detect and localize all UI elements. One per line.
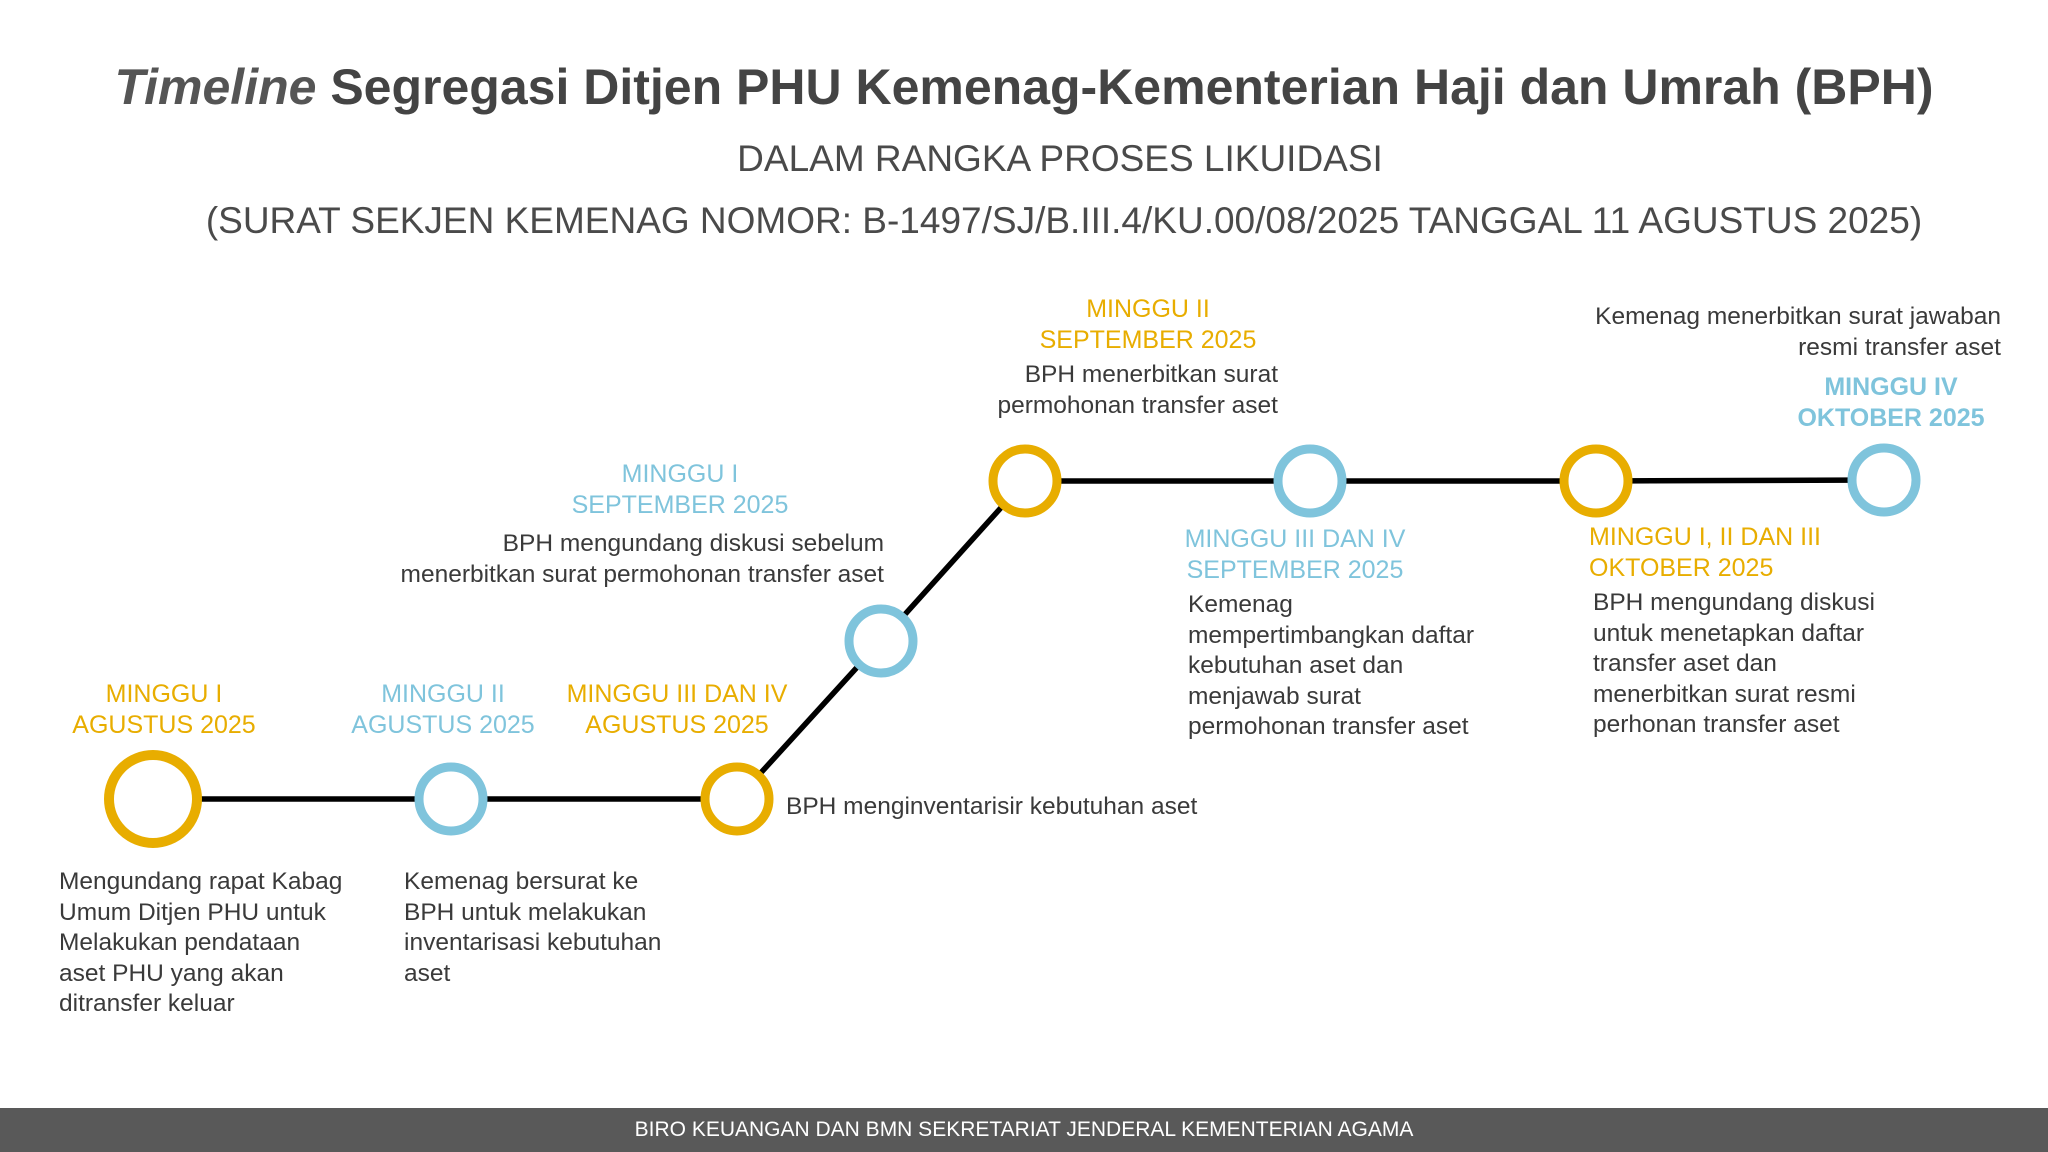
milestone-node-2 [419,767,483,831]
milestone-node-7 [1564,449,1628,513]
subtitle-process: DALAM RANGKA PROSES LIKUIDASI [737,138,1383,179]
milestone-8-period [1780,372,2002,434]
milestone-1-month: AGUSTUS 2025 [72,711,256,739]
milestone-5-period [1020,294,1276,356]
milestone-3-month: AGUSTUS 2025 [585,711,769,739]
milestone-2-week: MINGGU II [381,680,505,708]
milestone-node-4 [849,609,913,673]
milestone-2-period [330,679,556,741]
milestone-6-description: Kemenag mempertimbangkan daftar kebutuhan aset dan menjawab surat permohonan transfer aset [1188,591,1474,740]
milestone-5-description: BPH menerbitkan surat permohonan transfer aset [997,361,1278,419]
title-italic: Timeline [114,59,317,115]
milestone-4-description: BPH mengundang diskusi sebelum menerbitkan surat permohonan transfer aset [400,530,884,588]
footer-bar [0,1108,2048,1152]
milestone-3-description: BPH menginventarisir kebutuhan aset [786,793,1198,820]
milestone-8-description: Kemenag menerbitkan surat jawaban resmi transfer aset [1595,303,2001,361]
milestone-node-1 [109,755,197,843]
milestone-6-period [1170,524,1420,586]
milestone-node-3 [705,767,769,831]
milestone-1-description: Mengundang rapat Kabag Umum Ditjen PHU untuk Melakukan pendataan aset PHU yang akan ditransfer keluar [59,868,343,1017]
milestone-4-period [560,459,800,521]
milestone-2-description: Kemenag bersurat ke BPH untuk melakukan inventarisasi kebutuhan aset [404,868,662,987]
title-rest: Segregasi Ditjen PHU Kemenag-Kementerian Haji dan Umrah (BPH) [316,59,1934,115]
milestone-node-5 [993,449,1057,513]
milestone-8-month: OKTOBER 2025 [1797,404,1985,432]
milestone-4-month: SEPTEMBER 2025 [571,491,789,519]
milestone-5-month: SEPTEMBER 2025 [1039,326,1257,354]
milestone-7-month: OKTOBER 2025 [1589,554,1774,582]
footer-text: BIRO KEUANGAN DAN BMN SEKRETARIAT JENDERAL KEMENTERIAN AGAMA [634,1118,1414,1141]
milestone-1-week: MINGGU I [105,680,223,708]
milestone-8-week: MINGGU IV [1824,373,1958,401]
subtitle-letter-reference: (SURAT SEKJEN KEMENAG NOMOR: B-1497/SJ/B.III.4/KU.00/08/2025 TANGGAL 11 AGUSTUS 2025) [205,200,1923,241]
milestone-5-week: MINGGU II [1086,295,1210,323]
milestone-7-period [1589,522,1821,584]
milestone-1-period [48,679,280,741]
milestone-node-6 [1278,449,1342,513]
milestone-6-week: MINGGU III DAN IV [1184,525,1406,553]
milestone-6-month: SEPTEMBER 2025 [1186,556,1404,584]
milestone-4-week: MINGGU I [621,460,739,488]
milestone-2-month: AGUSTUS 2025 [351,711,535,739]
milestone-3-week: MINGGU III DAN IV [566,680,788,708]
milestone-7-week: MINGGU I, II DAN III [1589,523,1821,551]
milestone-3-period [552,679,802,741]
milestone-7-description: BPH mengundang diskusi untuk menetapkan daftar transfer aset dan menerbitkan surat resmi perhonan transfer aset [1593,589,1875,738]
milestone-node-8 [1852,448,1916,512]
